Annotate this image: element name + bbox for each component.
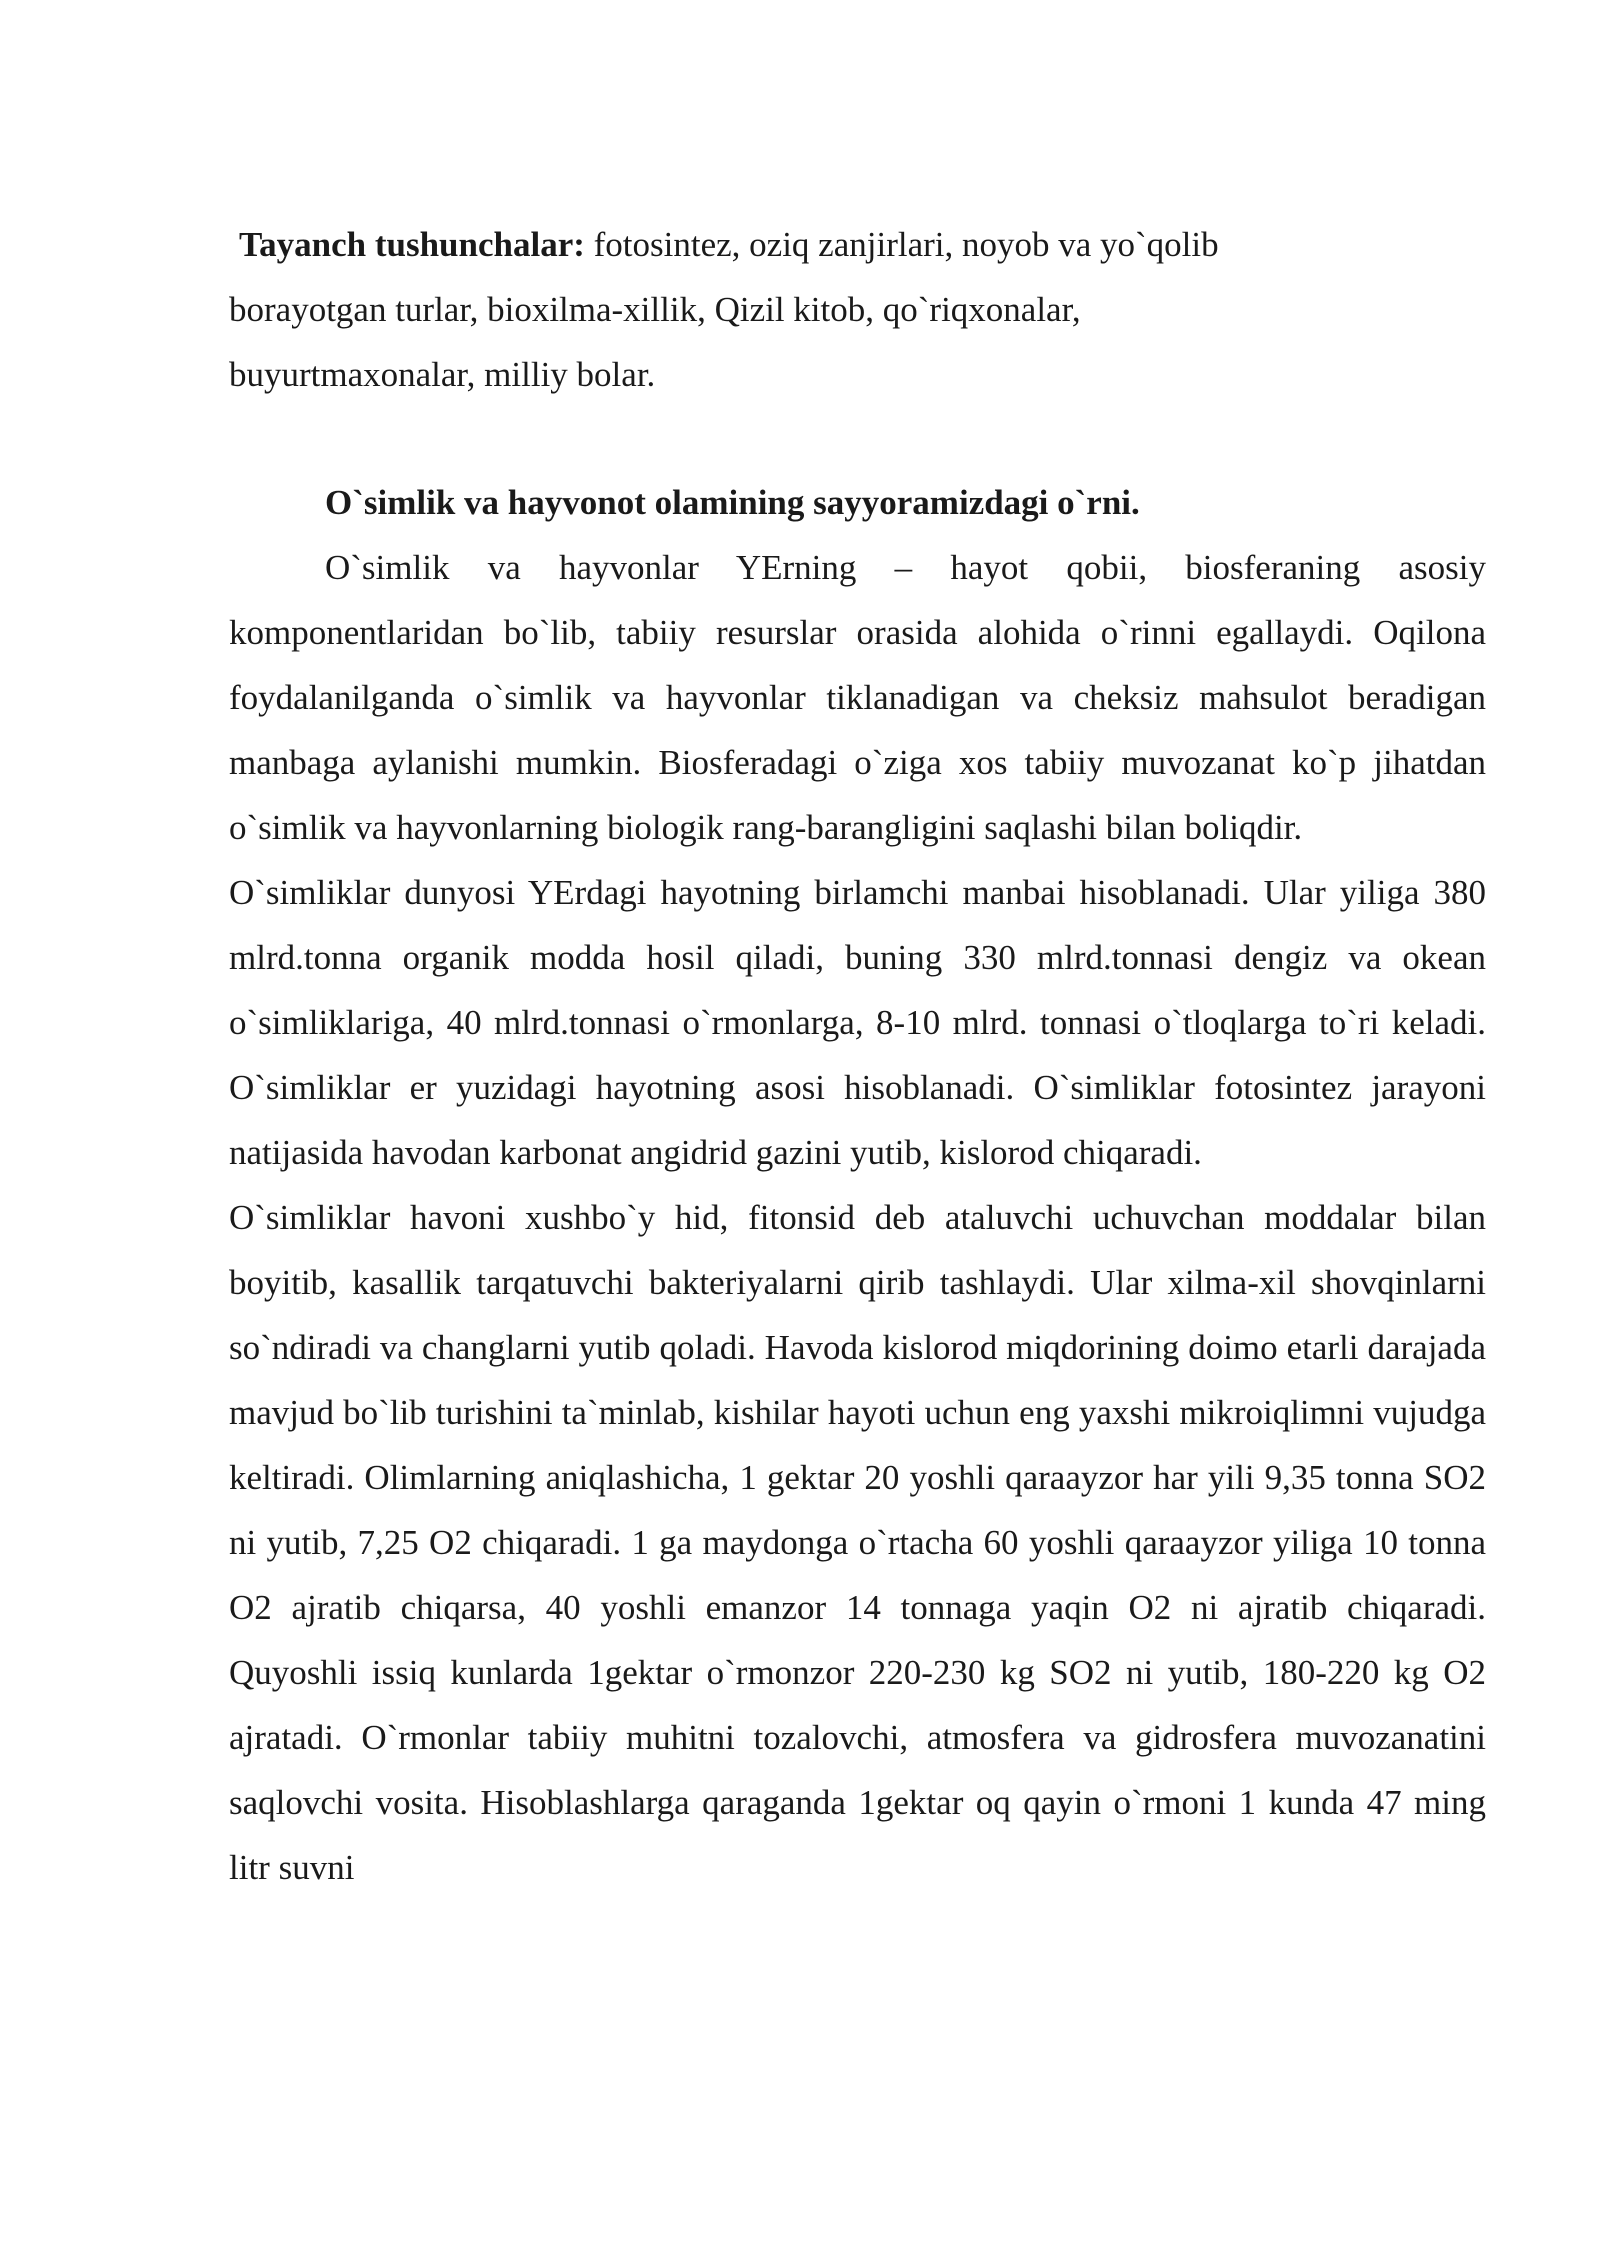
keywords-label: Tayanch tushunchalar:: [239, 225, 585, 264]
paragraph-2: O`simliklar dunyosi YErdagi hayotning birlamchi manbai hisoblanadi. Ular yiliga 380 mlrd.tonna organik modda hosil qiladi, buning 330 mlrd.tonnasi dengiz va okean o`simliklariga, 40 mlrd.tonnasi o`rmonlarga, 8-10 mlrd. tonnasi o`tloqlarga to`ri keladi. O`simliklar er yuzidagi hayotning asosi hisoblanadi. O`simliklar fotosintez jarayoni natijasida havodan karbonat angidrid gazini yutib, kislorod chiqaradi.: [229, 873, 1486, 1172]
paragraph-1: O`simlik va hayvonlar YErning – hayot qobii, biosferaning asosiy komponentlaridan bo`lib, tabiiy resurslar orasida alohida o`rinni egallaydi. Oqilona foydalanilganda o`simlik va hayvonlar tiklanadigan va cheksiz mahsulot beradigan manbaga aylanishi mumkin. Biosferadagi o`ziga xos tabiiy muvozanat ko`p jihatdan o`simlik va hayvonlarning biologik rang-barangligini saqlashi bilan boliqdir.: [229, 548, 1486, 847]
keywords-text: fotosintez, oziq zanjirlari, noyob va yo`qolib borayotgan turlar, bioxilma-xillik, Qizil kitob, qo`riqxonalar, buyurtmaxonalar, milliy bolar.: [229, 225, 1219, 394]
section-heading: O`simlik va hayvonot olamining sayyoramizdagi o`rni.: [325, 483, 1140, 522]
body-text: [229, 535, 1486, 1900]
keywords-paragraph: [229, 212, 1319, 407]
paragraph-3: O`simliklar havoni xushbo`y hid, fitonsid deb ataluvchi uchuvchan moddalar bilan boyitib, kasallik tarqatuvchi bakteriyalarni qirib tashlaydi. Ular xilma-xil shovqinlarni so`ndiradi va changlarni yutib qoladi. Havoda kislorod miqdorining doimo etarli darajada mavjud bo`lib turishini ta`minlab, kishilar hayoti uchun eng yaxshi mikroiqlimni vujudga keltiradi. Olimlarning aniqlashicha, 1 gektar 20 yoshli qaraayzor har yili 9,35 tonna SO2 ni yutib, 7,25 O2 chiqaradi. 1 ga maydonga o`rtacha 60 yoshli qaraayzor yiliga 10 tonna O2 ajratib chiqarsa, 40 yoshli emanzor 14 tonnaga yaqin O2 ni ajratib chiqaradi. Quyoshli issiq kunlarda 1gektar o`rmonzor 220-230 kg SO2 ni yutib, 180-220 kg O2 ajratadi. O`rmonlar tabiiy muhitni tozalovchi, atmosfera va gidrosfera muvozanatini saqlovchi vosita. Hisoblashlarga qaraganda 1gektar oq qayin o`rmoni 1 kunda 47 ming litr suvni: [229, 1198, 1486, 1887]
